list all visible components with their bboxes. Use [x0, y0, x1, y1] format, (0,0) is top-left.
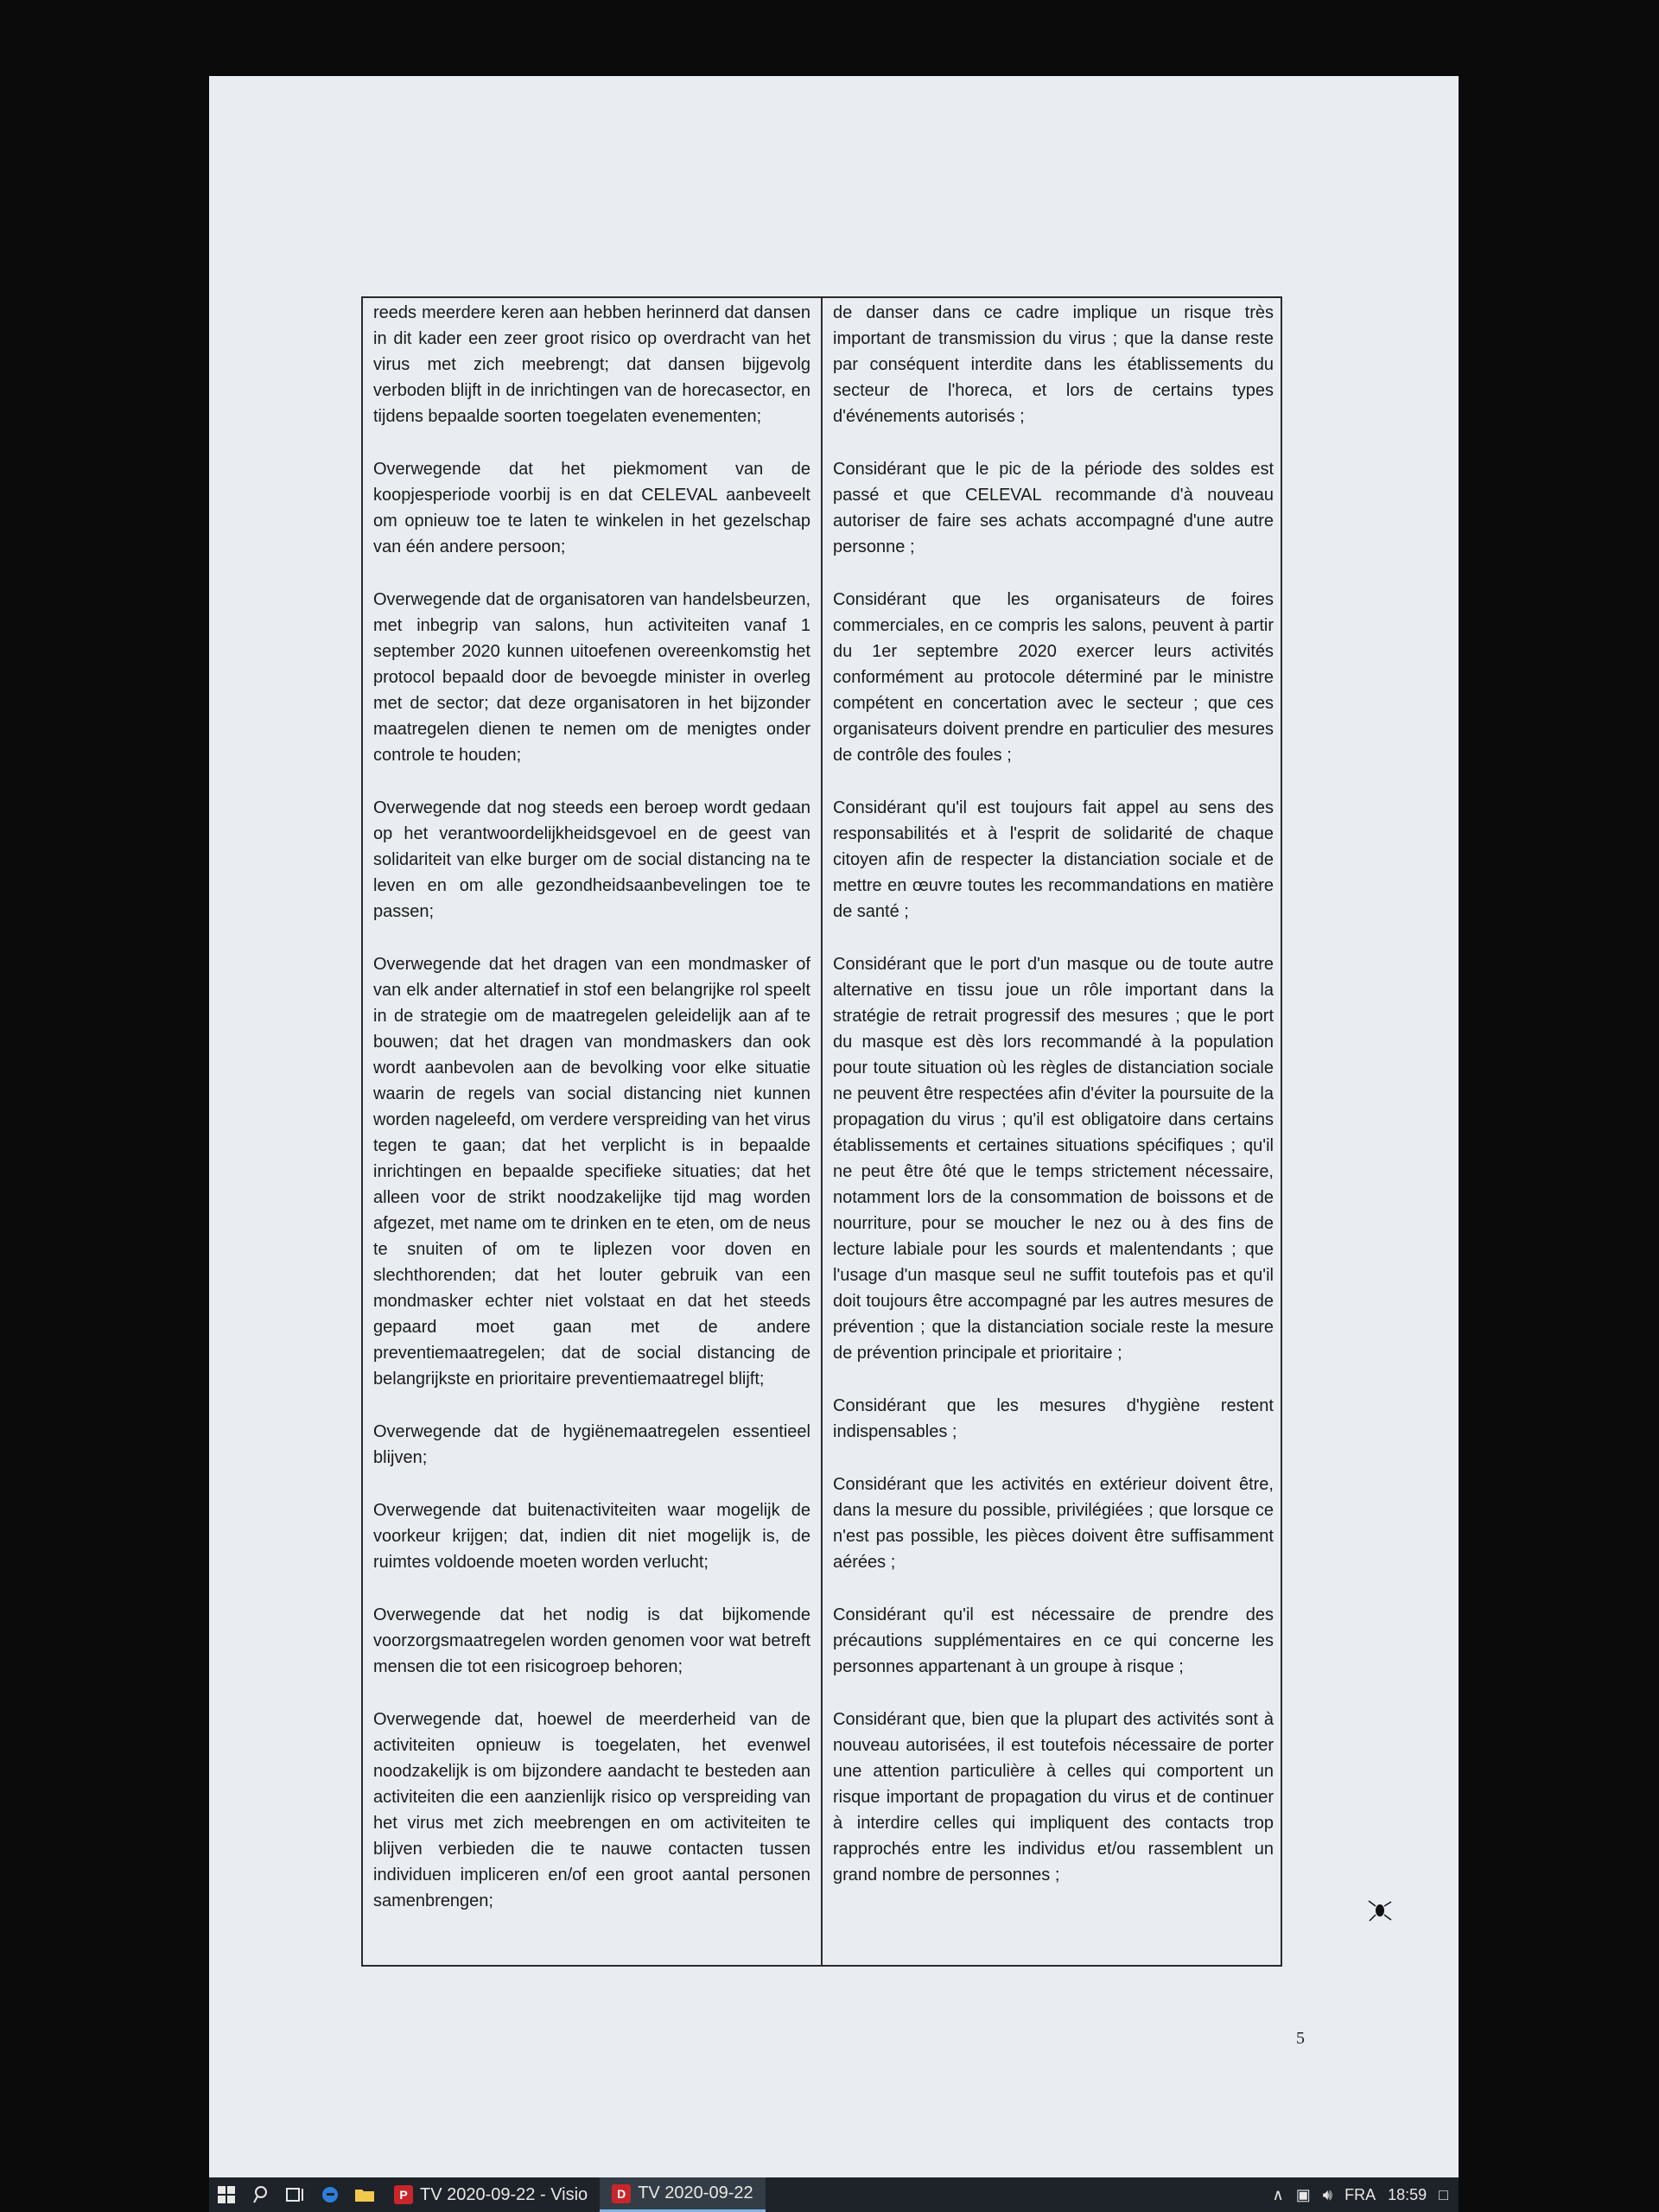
language-indicator[interactable]: FRA — [1344, 2185, 1376, 2203]
french-paragraph: Considérant qu'il est toujours fait appel au sens des responsabilités et à l'esprit de solidarité de chaque citoyen afin de respecter la distanciation sociale et de mettre en œuvre toutes les recommandations en matière de santé ; — [833, 798, 1274, 921]
speaker-icon[interactable]: 🔊︎ — [1322, 2185, 1333, 2203]
french-paragraph: Considérant que le pic de la période des soldes est passé et que CELEVAL recommande d'à nouveau autoriser de faire ses achats accompagné d'une autre personne ; — [833, 460, 1274, 556]
dutch-paragraph: Overwegende dat, hoewel de meerderheid van de activiteiten opnieuw is toegelaten, het evenwel noodzakelijk is om bijzondere aandacht te besteden aan activiteiten die een aanzienlijk risico op verspreiding van het virus met zich meebrengen en om activiteiten te blijven verbieden die te nauwe contacten tussen individuen impliceren en/of een groot aantal personen samenbrengen; — [373, 1710, 810, 1910]
taskbar-app-label: TV 2020-09-22 — [638, 2183, 753, 2202]
monitor-screen — [209, 76, 1459, 2212]
dutch-paragraph: Overwegende dat het nodig is dat bijkomende voorzorgsmaatregelen worden genomen voor wat betreft mensen die tot een risicogroep behoren; — [373, 1605, 810, 1676]
taskbar-app-visio[interactable] — [382, 2177, 600, 2212]
french-paragraph: Considérant qu'il est nécessaire de prendre des précautions supplémentaires en ce qui concerne les personnes appartenant à un groupe à risque ; — [833, 1605, 1274, 1676]
page-number: 5 — [1296, 2029, 1305, 2048]
dutch-paragraph: Overwegende dat het dragen van een mondmasker of van elk ander alternatief in stof een belangrijke rol speelt in de strategie om de maatregelen geleidelijk aan af te bouwen; dat het dragen van mondmaskers dan ook wordt aanbevolen aan de bevolking voor elke situatie waarin de regels van social distancing niet kunnen worden nageleefd, om verdere verspreiding van het virus tegen te gaan; dat het verplicht is in bepaalde inrichtingen en bepaalde specifieke situaties; dat het alleen voor de strikt noodzakelijke tijd mag worden afgezet, met name om te drinken en te eten, om de neus te snuiten of om te liplezen voor doven en slechthorenden; dat het louter gebruik van een mondmasker echter niet volstaat en dat het steeds gepaard moet gaan met de andere preventiemaatregelen; dat de social distancing de belangrijkste en prioritaire preventiemaatregel blijft; — [373, 955, 810, 1389]
insect-on-screen — [1367, 1897, 1393, 1923]
french-paragraph: Considérant que les mesures d'hygiène restent indispensables ; — [833, 1396, 1274, 1441]
dutch-paragraph: Overwegende dat het piekmoment van de koopjesperiode voorbij is en dat CELEVAL aanbeveelt om opnieuw toe te laten te winkelen in het gezelschap van één andere persoon; — [373, 460, 810, 556]
document-table — [361, 296, 1282, 1967]
network-icon[interactable]: ▣ — [1295, 2185, 1311, 2203]
french-paragraph: Considérant que le port d'un masque ou de toute autre alternative en tissu joue un rôle important dans la stratégie de retrait progressif des mesures ; que le port du masque est dès lors recommandé à la population pour toute situation où les règles de distanciation sociale ne peuvent être respectées afin d'éviter la poursuite de la propagation du virus ; qu'il est obligatoire dans certains établissements et certaines situations spécifiques ; qu'il ne peut être ôté que le temps strictement nécessaire, notamment lors de la consommation de boissons et de nourriture, pour se moucher le nez ou à des fins de lecture labiale pour les sourds et malentendants ; que l'usage d'un masque seul ne suffit toutefois pas et qu'il doit toujours être accompagné par les autres mesures de prévention ; que la distanciation sociale reste la mesure de prévention principale et prioritaire ; — [833, 955, 1274, 1363]
file-explorer-button[interactable] — [347, 2177, 382, 2212]
folder-icon — [354, 2186, 375, 2203]
french-paragraph: Considérant que les organisateurs de foires commerciales, en ce compris les salons, peuvent à partir du 1er septembre 2020 exercer leurs activités conformément au protocole déterminé par le ministre compétent en concertation avec le secteur ; que ces organisateurs doivent prendre en particulier des mesures de contrôle des foules ; — [833, 590, 1274, 765]
french-column — [823, 298, 1284, 1965]
french-paragraph: Considérant que, bien que la plupart des activités sont à nouveau autorisées, il est toutefois nécessaire de porter une attention particulière à celles qui comportent un risque important de propagation du virus et de continuer à interdire celles qui impliquent des contacts trop rapprochés entre les individus et/ou rassemblent un grand nombre de personnes ; — [833, 1710, 1274, 1885]
pdf-app-icon: P — [394, 2185, 413, 2204]
taskbar-app-label: TV 2020-09-22 - Visio — [420, 2184, 588, 2204]
french-paragraph: Considérant que les activités en extérieur doivent être, dans la mesure du possible, privilégiées ; que lorsque ce n'est pas possible, les pièces doivent être suffisamment aérées ; — [833, 1475, 1274, 1572]
search-icon — [252, 2185, 270, 2204]
dutch-paragraph: Overwegende dat nog steeds een beroep wordt gedaan op het verantwoordelijkheidsgevoel en de geest van solidariteit van elke burger om de social distancing na te leven en om alle gezondheidsaanbevelingen toe te passen; — [373, 798, 810, 921]
taskbar — [209, 2177, 1459, 2212]
clock[interactable]: 18:59 — [1388, 2185, 1427, 2203]
dutch-column — [363, 298, 823, 1965]
taskbar-app-document[interactable] — [600, 2177, 765, 2212]
chevron-up-icon[interactable]: ∧ — [1272, 2185, 1284, 2203]
notifications-icon[interactable]: □ — [1439, 2185, 1448, 2203]
edge-browser-button[interactable] — [313, 2177, 347, 2212]
dutch-paragraph: Overwegende dat buitenactiviteiten waar mogelijk de voorkeur krijgen; dat, indien dit niet mogelijk is, de ruimtes voldoende moeten worden verlucht; — [373, 1501, 810, 1572]
pdf-app-icon: D — [612, 2184, 631, 2203]
edge-browser-icon — [321, 2185, 340, 2204]
dutch-paragraph: reeds meerdere keren aan hebben herinnerd dat dansen in dit kader een zeer groot risico op overdracht van het virus met zich meebrengt; dat dansen bijgevolg verboden blijft in de inrichtingen van de horecasector, en tijdens bepaalde soorten toegelaten evenementen; — [373, 303, 810, 426]
dutch-paragraph: Overwegende dat de organisatoren van handelsbeurzen, met inbegrip van salons, hun activiteiten vanaf 1 september 2020 kunnen uitoefenen overeenkomstig het protocol bepaald door de bevoegde minister in overleg met de sector; dat deze organisatoren in het bijzonder maatregelen dienen te nemen om de menigtes onder controle te houden; — [373, 590, 810, 765]
start-button[interactable] — [209, 2177, 244, 2212]
task-view-button[interactable] — [278, 2177, 313, 2212]
system-tray — [1273, 2186, 1459, 2204]
task-view-icon — [286, 2186, 305, 2203]
french-paragraph: de danser dans ce cadre implique un risque très important de transmission du virus ; que la danse reste par conséquent interdite dans les établissements du secteur de l'horeca, et lors de certains types d'événements autorisés ; — [833, 303, 1274, 426]
windows-logo-icon — [218, 2186, 235, 2203]
search-button[interactable] — [244, 2177, 278, 2212]
dutch-paragraph: Overwegende dat de hygiënemaatregelen essentieel blijven; — [373, 1422, 810, 1467]
